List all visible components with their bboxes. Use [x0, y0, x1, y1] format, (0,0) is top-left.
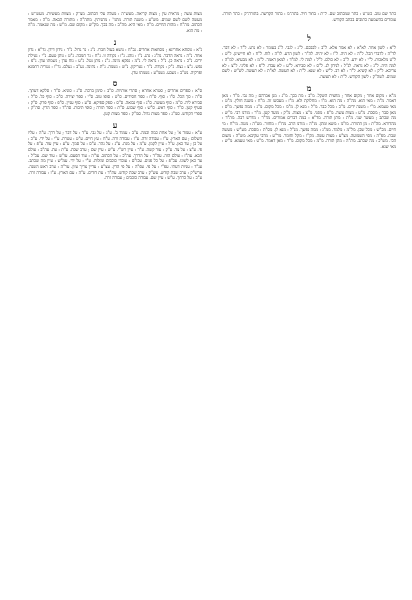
- section-nun-text: נ"א : נוסחא אחרינא ; נוסחאות אחרים. נב"ח : נושא בעול חברו. נ"ג : נר גדול. נ"ד : נידון דידן. נד"א : נדון אחד. נ"ה : נראה הדבר. נה"ג : נהג. נ"ו : נוהג. נ"ז : נקודה זו. נ"ח : נר חנוכה. נ"ט : נותן טעם. נ"י : נטילת ידים. נ"כ : נראה כן. נ"ל : נראה לי. נ"מ : נפקא מינה. נ"נ : נותן נטל. נ"ע : נוח עדן ; נשמתו עדן. נ"פ : נפש. נ"צ : נצח. נ"ק : נקודה. נ"ר : נטריקון. נ"ש : נשמה. נ"ת : נתינה. נע"ב : נעלם. נר"ו : נטריה רחמנא ופרקיה. נש"ב : נשבע. נשמ"ע : נשמתו עדן.: [28, 47, 202, 76]
- section-letter-lamed: ל: [307, 33, 311, 44]
- right-column: [222, 12, 396, 588]
- section-mem-text: מ"א : מקום אחר ; מקום אחד ; מחצית השקל. מ"ב : מה בכך. מ"ג : מגן אברהם ; מה גבי. מ"ד : מאן דאמר. מ"ה : מאי הוא. מה"ה : מה הוא. מ"ו : מחלוקת ולא. מ"ז : מעכשו זה. מ"ח : משנה חולין. מ"ט : מאי טעמא. מ"י : משנה ידים. מ"כ : מכל כבר. מ"ל : מנא לן. מ"מ : מכל מקום. מ"נ : ממה נפשך. מ"ס : מאן סבר ; מסכת. מ"ע : מצות עשה. מ"פ : מפני. מ"צ : מצוה. מ"ק : מועד קטן. מ"ר : מורנו רבי. מ"ש : מה שכתב ; מעשר שני. מ"ת : מתן תורה. מד"א : במה דברים אמורים. מד"ר : מדרש רבה. מה"ד : מהדורא. מה"ת : מן התורה. מו"מ : משא ומתן. מו"ה : מורנו הרב. מח"ז : מחזור. מט"ה : מטה. מי"ח : מי חיים. מכ"ש : מכל שכן. מל"מ : מלמד. ממ"נ : ממה נפשך. מנ"ל : מנא לן. מס"ת : מסכת. מע"ש : מעשה שבת. מפ"ה : מפי השמועה. מצ"ע : מצות עשה. מק"ו : מקל וחומר. מר"ע : מרבי עקיבא. מש"ה : משום הכי. מש"כ : מה שכתב. מת"ה : מתן תורה. מ"מ : מכל מקום. מ"ד : מאן דאמר. מ"ט : מאי טעמא. מ"ש : מאי שנא.: [222, 93, 396, 150]
- section-samekh-text: ס"א : ספרים אחרים ; סטרא אחרא ; סתרי אותיות. ס"ב : סימן ברכה. ס"ג : סוגיא. ס"ד : סלקא דעתך. ס"ה : סך הכל. ס"ו : סוף. ס"ח : ספר חסידים. ס"ט : סופו טוב. ס"י : ספר יצירה. ס"כ : סוף כל. ס"ל : סבירא ליה. ס"מ : סוף מעשה. ס"נ : סוף נבואה. ס"ס : ספק ספיקא. ס"ע : סוף עניין. ס"פ : סוף פרק. ס"ק : סעיף קטן. ס"ר : סוף ראש. ס"ש : סוף שבוע. ס"ת : ספר תורה ; סופי תיבות. סה"ד : ספר הדין. סה"ק : ספרי הקודש. סמ"ג : ספר מצות גדול. סמ"ק : ספר מצות קטן.: [28, 89, 202, 118]
- section-letter-ayin: ע: [112, 119, 118, 130]
- section-letter-mem: מ: [306, 82, 312, 93]
- left-column-top-text: מצות עשה ; מראית עין ; מצות קריאה. מעש"ה : מעלה עלי הכתוב. מצ"ק : מצוות מעשיות. מעש"ש : מעשה לשם לשם שמים. מש"ע : משנה תורה. מתני' : מתניתין. מתה"ה : מתורה הבאה. מ"ה : מאמר הכתוב. מה"ח : מהות החיים. מ"ה : מאי היא. מה"ב : מה בכך. מק"ש : מקום שם. מ"ש : מה שנאמר. מ"ה : מה הוא.: [28, 12, 202, 35]
- section-lamed-text: ל"א : לשון אחר. לא"א : לא אמר אלא. ל"ב : לבבכם. ל"ג : לגבי. ל"ג בעומר : לא גרע. ל"ד : לא דבר. לד"ה : לדברי הכל. ל"ה : לא היה. ל"ו : לא יהיה. לה"ר : לשון הרע. לו"ה : לוח. ל"ח : לא חיישינן. ל"ט : ל"ט מלאכות. ל"י : לא ידע. ל"כ : לא כולם. ל"ל : למה לי. למ"ד : למאן דאמר. ל"מ : לא מבעיא. למ"ה : למה היה. ל"נ : לא נראה. לנ"ל : לנידון לנ. ל"ס : לא סבירא. ל"ע : לא עבדו. ל"פ : לא פליגי. ל"צ : לא צריכא. ל"ק : לא קשיא. ל"ר : לא רב. ל"ש : לא שנא. ל"ת : לא תעשה. לא"ת : לא תעשה. לש"ש : לשם שמים. לשה"ק : לשון הקודש. ל"ת : לא תעשה.: [222, 46, 396, 80]
- section-letter-samekh: ס: [112, 78, 118, 89]
- section-ayin-text: ע"א : עמוד א' ; על אחת כמה וכמה. ע"ב : עמוד ב'. ע"ג : על גבי. ע"ד : על דבר ; על דרך. ע"ה : עליו השלום ; עם הארץ. ע"ו : עבודה זרה. ע"ז : עבודה זרה. ע"ח : עץ חיים. ע"ט : עטרת. ע"י : על ידי. ע"כ : על כן ; עד כאן. ע"ל : עיין לקמן. ע"מ : על מנת. ע"נ : על נהר. ע"ס : על סמך. ע"ע : עיין עוד. ע"פ : על פי. ע"צ : על צד. ע"ק : עוד קשה. ע"ר : עיין רש"י. ע"ש : עיין שם ; ערב שבת. ע"ת : עת. עה"ב : עולם הבא. עה"ז : עולם הזה. עה"ד : על הדרך. עה"כ : על הכתוב. עו"ה : עוד הפעם. עו"ש : עוד שם. עכ"ל : עד כאן לשונו. עכ"פ : על כל פנים. עכו"ם : עובדי כוכבים ומזלות. ע"י : על ידי. עמ"ש : עיין מה שכתב. ענ"ד : עניות דעתי. עפ"י : על פי. עפ"ה : על פי הדין. עצ"ע : עדיין צריך עיון. ער"ה : ערב ראש השנה. ערש"ק : ערב שבת קודש. עש"ק : ערב שבת קודש. עת"ד : עת דודים. ע"ה : עם הארץ. ע"ז : עבודה זרה. ע"כ : על כרחך. ע"ש : עיין שם. עבודה כוכבים ; עבודה זרה.: [28, 130, 202, 182]
- right-column-top-text: כתר שם טוב. כש"ט : כתר שמכתוב שם. ל"ת : בחור חיל. בתה"מ : בתור הקדשה. בתורה"ק : כתר תורה. עומדים בהשמעה כתובים בכתב הקודש.: [222, 12, 396, 23]
- section-letter-nun: נ: [113, 36, 117, 47]
- left-column: [28, 12, 202, 588]
